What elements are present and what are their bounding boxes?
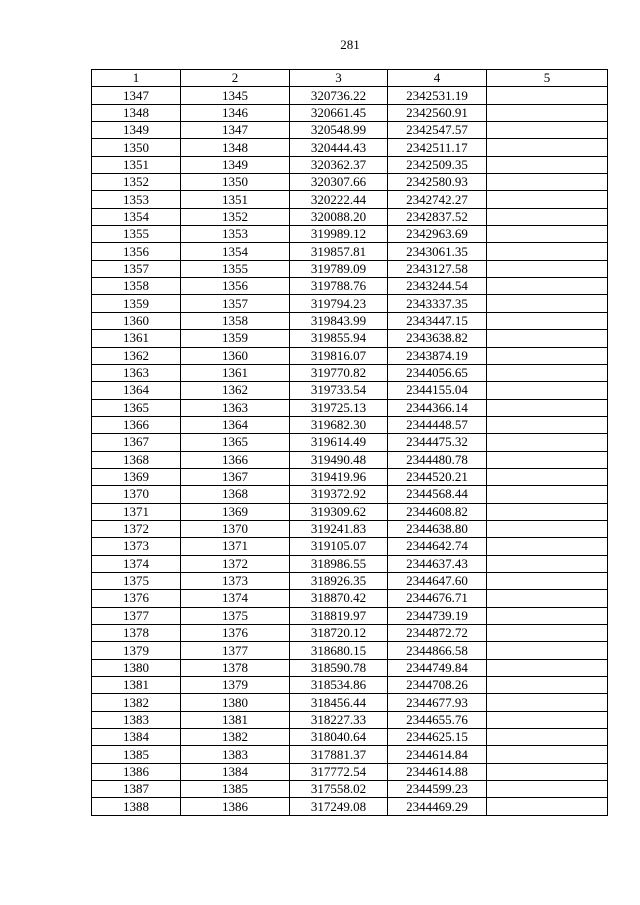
table-cell: 1383 <box>181 746 290 763</box>
table-cell <box>487 763 608 780</box>
table-cell: 2343874.19 <box>388 347 487 364</box>
table-cell: 2344708.26 <box>388 677 487 694</box>
table-cell: 319725.13 <box>290 399 388 416</box>
table-cell: 1360 <box>181 347 290 364</box>
table-cell: 2344614.88 <box>388 763 487 780</box>
table-cell <box>487 191 608 208</box>
table-cell: 1382 <box>92 694 181 711</box>
table-cell: 1374 <box>181 590 290 607</box>
table-cell: 318534.86 <box>290 677 388 694</box>
table-cell: 1365 <box>92 399 181 416</box>
table-cell: 1373 <box>92 538 181 555</box>
table-cell <box>487 382 608 399</box>
table-cell <box>487 243 608 260</box>
table-cell: 1353 <box>181 226 290 243</box>
table-row <box>92 260 608 277</box>
table-cell: 1345 <box>181 87 290 104</box>
table-cell: 1360 <box>92 312 181 329</box>
table-cell: 2342837.52 <box>388 208 487 225</box>
table-body <box>92 87 608 815</box>
table-cell: 1372 <box>181 555 290 572</box>
table-cell: 317881.37 <box>290 746 388 763</box>
table-cell: 319682.30 <box>290 416 388 433</box>
table-cell: 1371 <box>181 538 290 555</box>
table-cell: 318870.42 <box>290 590 388 607</box>
table-row <box>92 659 608 676</box>
table-cell: 319857.81 <box>290 243 388 260</box>
table-row <box>92 677 608 694</box>
table-cell: 2344642.74 <box>388 538 487 555</box>
table-cell: 1384 <box>92 729 181 746</box>
table-row <box>92 781 608 798</box>
table-cell: 2344739.19 <box>388 607 487 624</box>
table-cell: 2343127.58 <box>388 260 487 277</box>
table-cell: 1362 <box>92 347 181 364</box>
table-cell: 1368 <box>181 486 290 503</box>
table-cell: 2344475.32 <box>388 434 487 451</box>
table-header-row <box>92 70 608 87</box>
table-cell: 320222.44 <box>290 191 388 208</box>
table-cell: 2344625.15 <box>388 729 487 746</box>
table-cell <box>487 538 608 555</box>
table-row <box>92 295 608 312</box>
table-cell: 2342963.69 <box>388 226 487 243</box>
table-cell <box>487 451 608 468</box>
table-cell: 318590.78 <box>290 659 388 676</box>
table-cell: 1366 <box>92 416 181 433</box>
table-cell: 318720.12 <box>290 625 388 642</box>
table-row <box>92 174 608 191</box>
table-cell: 1364 <box>181 416 290 433</box>
table-cell: 2344448.57 <box>388 416 487 433</box>
table-cell: 1376 <box>92 590 181 607</box>
table-cell: 320362.37 <box>290 156 388 173</box>
table-row <box>92 364 608 381</box>
table-cell: 319372.92 <box>290 486 388 503</box>
table-cell: 1351 <box>92 156 181 173</box>
table-cell: 2342511.17 <box>388 139 487 156</box>
table-cell: 320548.99 <box>290 122 388 139</box>
table-cell: 2344637.43 <box>388 555 487 572</box>
table-cell: 1369 <box>181 503 290 520</box>
table-cell <box>487 520 608 537</box>
table-cell: 2344866.58 <box>388 642 487 659</box>
table-row <box>92 642 608 659</box>
table-row <box>92 746 608 763</box>
table-cell <box>487 330 608 347</box>
table-cell: 1382 <box>181 729 290 746</box>
table-cell: 318986.55 <box>290 555 388 572</box>
table-row <box>92 607 608 624</box>
table-cell: 319855.94 <box>290 330 388 347</box>
table-cell <box>487 416 608 433</box>
table-cell: 1380 <box>92 659 181 676</box>
column-header: 5 <box>487 70 608 87</box>
table-cell: 1348 <box>181 139 290 156</box>
table-cell <box>487 208 608 225</box>
table-row <box>92 139 608 156</box>
table-cell: 1386 <box>92 763 181 780</box>
table-cell: 1358 <box>181 312 290 329</box>
table-row <box>92 486 608 503</box>
table-cell: 2344676.71 <box>388 590 487 607</box>
table-cell: 1359 <box>92 295 181 312</box>
table-cell: 1363 <box>181 399 290 416</box>
column-header: 1 <box>92 70 181 87</box>
table-cell: 1353 <box>92 191 181 208</box>
table-cell: 1351 <box>181 191 290 208</box>
table-cell <box>487 486 608 503</box>
table-cell: 2344568.44 <box>388 486 487 503</box>
table-cell: 2343638.82 <box>388 330 487 347</box>
table-cell: 1357 <box>181 295 290 312</box>
table-row <box>92 399 608 416</box>
table-cell: 1373 <box>181 572 290 589</box>
table-cell: 1370 <box>92 486 181 503</box>
table-cell: 1348 <box>92 104 181 121</box>
table-cell <box>487 434 608 451</box>
table-row <box>92 555 608 572</box>
table-cell: 1355 <box>181 260 290 277</box>
table-cell: 1383 <box>92 711 181 728</box>
table-cell: 318819.97 <box>290 607 388 624</box>
table-row <box>92 226 608 243</box>
table-cell: 1379 <box>181 677 290 694</box>
table-cell: 1349 <box>92 122 181 139</box>
table-cell <box>487 659 608 676</box>
table-cell: 1380 <box>181 694 290 711</box>
table-cell: 1361 <box>92 330 181 347</box>
table-cell: 2343244.54 <box>388 278 487 295</box>
table-cell: 2344614.84 <box>388 746 487 763</box>
table-cell: 1354 <box>92 208 181 225</box>
table-cell: 319843.99 <box>290 312 388 329</box>
table-cell <box>487 347 608 364</box>
table-cell: 2344647.60 <box>388 572 487 589</box>
table-cell <box>487 555 608 572</box>
table-row <box>92 87 608 104</box>
table-cell: 1376 <box>181 625 290 642</box>
table-cell: 2342509.35 <box>388 156 487 173</box>
table-cell <box>487 798 608 815</box>
table-cell: 319788.76 <box>290 278 388 295</box>
table-cell: 319733.54 <box>290 382 388 399</box>
table-cell: 319309.62 <box>290 503 388 520</box>
table-cell <box>487 468 608 485</box>
table-cell: 2343061.35 <box>388 243 487 260</box>
table-row <box>92 503 608 520</box>
table-cell: 1371 <box>92 503 181 520</box>
coordinates-table <box>91 69 608 816</box>
table-cell <box>487 364 608 381</box>
table-cell <box>487 781 608 798</box>
table-cell: 319789.09 <box>290 260 388 277</box>
table-cell <box>487 139 608 156</box>
table-cell: 1350 <box>181 174 290 191</box>
table-cell: 1385 <box>92 746 181 763</box>
table-row <box>92 451 608 468</box>
table-cell <box>487 590 608 607</box>
table-cell <box>487 503 608 520</box>
table-cell: 1387 <box>92 781 181 798</box>
table-row <box>92 538 608 555</box>
table-cell: 2344638.80 <box>388 520 487 537</box>
table-cell <box>487 694 608 711</box>
table-cell: 2344749.84 <box>388 659 487 676</box>
table-row <box>92 243 608 260</box>
table-cell: 320736.22 <box>290 87 388 104</box>
table-row <box>92 347 608 364</box>
table-cell: 2342547.57 <box>388 122 487 139</box>
table-cell: 319490.48 <box>290 451 388 468</box>
table-row <box>92 330 608 347</box>
table-cell: 1352 <box>181 208 290 225</box>
table-cell <box>487 156 608 173</box>
table-cell: 2342560.91 <box>388 104 487 121</box>
table-cell: 320088.20 <box>290 208 388 225</box>
table-cell: 1346 <box>181 104 290 121</box>
table-row <box>92 382 608 399</box>
table-cell: 1347 <box>92 87 181 104</box>
table-cell: 319419.96 <box>290 468 388 485</box>
table-row <box>92 572 608 589</box>
table-cell: 1350 <box>92 139 181 156</box>
table-cell: 319241.83 <box>290 520 388 537</box>
table-cell: 1363 <box>92 364 181 381</box>
table-cell <box>487 312 608 329</box>
table-cell <box>487 711 608 728</box>
table-row <box>92 729 608 746</box>
table-cell: 318456.44 <box>290 694 388 711</box>
table-cell <box>487 625 608 642</box>
table-cell: 1381 <box>181 711 290 728</box>
table-cell <box>487 226 608 243</box>
table-row <box>92 208 608 225</box>
table-cell: 2344520.21 <box>388 468 487 485</box>
table-cell: 2344155.04 <box>388 382 487 399</box>
table-cell: 318040.64 <box>290 729 388 746</box>
table-row <box>92 191 608 208</box>
table-cell: 2344366.14 <box>388 399 487 416</box>
table-cell: 317772.54 <box>290 763 388 780</box>
table-cell <box>487 295 608 312</box>
table-cell <box>487 729 608 746</box>
column-header: 4 <box>388 70 487 87</box>
table-cell: 2342742.27 <box>388 191 487 208</box>
table-cell: 1368 <box>92 451 181 468</box>
table-cell: 1359 <box>181 330 290 347</box>
table-cell: 1375 <box>181 607 290 624</box>
table-cell: 1370 <box>181 520 290 537</box>
table-cell: 1355 <box>92 226 181 243</box>
table-row <box>92 468 608 485</box>
table-cell: 319105.07 <box>290 538 388 555</box>
table-cell: 319794.23 <box>290 295 388 312</box>
table-cell: 1377 <box>92 607 181 624</box>
table-cell: 2344469.29 <box>388 798 487 815</box>
table-cell: 1379 <box>92 642 181 659</box>
table-cell: 2344480.78 <box>388 451 487 468</box>
table-cell: 2343447.15 <box>388 312 487 329</box>
table-cell: 1349 <box>181 156 290 173</box>
table-cell: 1375 <box>92 572 181 589</box>
table-row <box>92 434 608 451</box>
table-cell: 2343337.35 <box>388 295 487 312</box>
table-row <box>92 763 608 780</box>
column-header: 3 <box>290 70 388 87</box>
table-cell <box>487 677 608 694</box>
table-cell: 2344655.76 <box>388 711 487 728</box>
table-cell: 1367 <box>181 468 290 485</box>
table-cell <box>487 746 608 763</box>
table-cell: 1378 <box>181 659 290 676</box>
table-cell: 1372 <box>92 520 181 537</box>
table-cell: 318680.15 <box>290 642 388 659</box>
table-cell: 1386 <box>181 798 290 815</box>
table-cell: 1388 <box>92 798 181 815</box>
table-row <box>92 104 608 121</box>
table-cell <box>487 174 608 191</box>
table-cell: 317249.08 <box>290 798 388 815</box>
table-cell: 319614.49 <box>290 434 388 451</box>
table-cell: 320307.66 <box>290 174 388 191</box>
table-row <box>92 520 608 537</box>
table-row <box>92 694 608 711</box>
table-cell <box>487 399 608 416</box>
table-row <box>92 416 608 433</box>
table-cell: 2344677.93 <box>388 694 487 711</box>
table-cell: 317558.02 <box>290 781 388 798</box>
table-cell <box>487 572 608 589</box>
table-cell: 1356 <box>92 243 181 260</box>
table-cell: 320661.45 <box>290 104 388 121</box>
table-row <box>92 122 608 139</box>
table-cell: 1358 <box>92 278 181 295</box>
table-cell: 319989.12 <box>290 226 388 243</box>
page-number: 281 <box>340 37 360 52</box>
table-cell: 2344599.23 <box>388 781 487 798</box>
table-cell <box>487 260 608 277</box>
table-row <box>92 590 608 607</box>
table-row <box>92 711 608 728</box>
table-row <box>92 625 608 642</box>
table-cell: 1356 <box>181 278 290 295</box>
table-cell: 1367 <box>92 434 181 451</box>
table-cell: 319816.07 <box>290 347 388 364</box>
table-cell: 1381 <box>92 677 181 694</box>
table-cell <box>487 278 608 295</box>
table-cell: 318227.33 <box>290 711 388 728</box>
table-cell <box>487 87 608 104</box>
table-cell <box>487 642 608 659</box>
table-cell: 1374 <box>92 555 181 572</box>
table-cell: 1361 <box>181 364 290 381</box>
table-cell: 2344872.72 <box>388 625 487 642</box>
table-cell: 2344608.82 <box>388 503 487 520</box>
table-row <box>92 278 608 295</box>
table-cell: 1354 <box>181 243 290 260</box>
table-cell: 2342580.93 <box>388 174 487 191</box>
table-cell: 1377 <box>181 642 290 659</box>
table-cell: 1347 <box>181 122 290 139</box>
table-cell <box>487 104 608 121</box>
table-row <box>92 156 608 173</box>
table-cell: 319770.82 <box>290 364 388 381</box>
table-row <box>92 798 608 815</box>
table-cell <box>487 122 608 139</box>
table-row <box>92 312 608 329</box>
table-cell: 1352 <box>92 174 181 191</box>
table-cell: 1378 <box>92 625 181 642</box>
table-cell: 1362 <box>181 382 290 399</box>
table-cell: 320444.43 <box>290 139 388 156</box>
table-cell: 1365 <box>181 434 290 451</box>
table-cell: 2342531.19 <box>388 87 487 104</box>
column-header: 2 <box>181 70 290 87</box>
table-cell: 1364 <box>92 382 181 399</box>
table-cell: 1357 <box>92 260 181 277</box>
table-cell: 1369 <box>92 468 181 485</box>
table-cell: 1366 <box>181 451 290 468</box>
table-cell: 1385 <box>181 781 290 798</box>
table-cell: 2344056.65 <box>388 364 487 381</box>
table-cell: 318926.35 <box>290 572 388 589</box>
table-cell <box>487 607 608 624</box>
table-cell: 1384 <box>181 763 290 780</box>
